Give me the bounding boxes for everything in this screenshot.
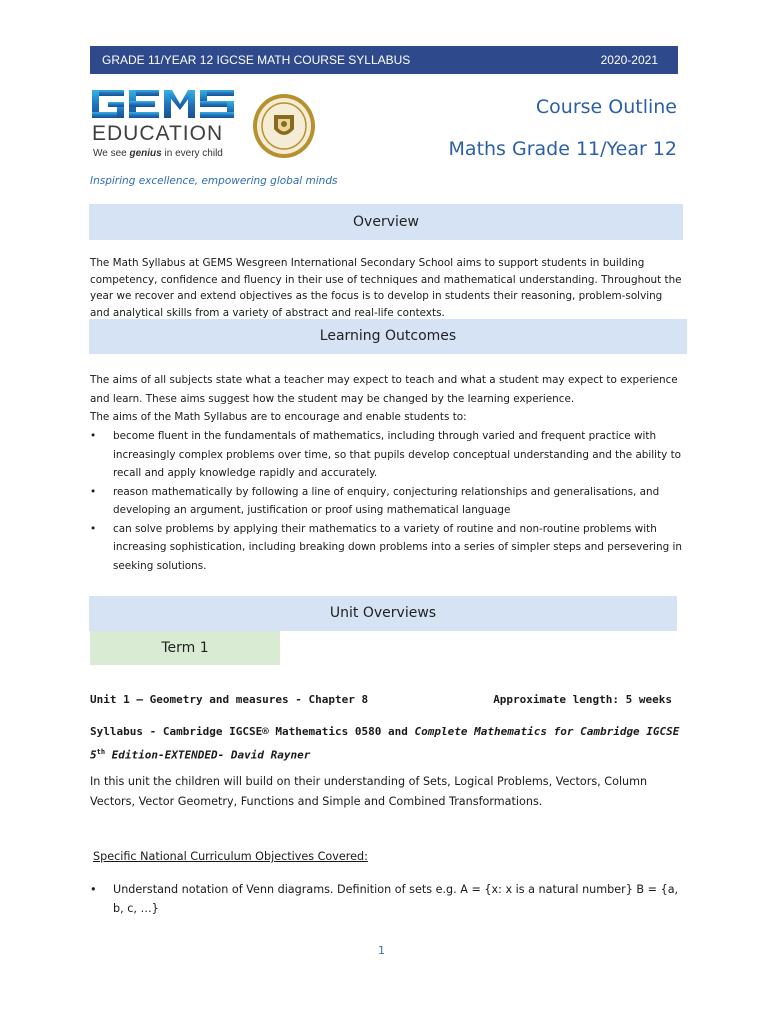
motto: Inspiring excellence, empowering global minds: [90, 175, 338, 187]
term-label: Term 1: [90, 631, 280, 665]
gems-logo: [92, 90, 237, 164]
list-item: • Understand notation of Venn diagrams. Definition of sets e.g. A = {x: x is a natural number} B = {a, b, c, …}: [90, 880, 690, 918]
objectives-heading: Specific National Curriculum Objectives Covered:: [93, 850, 368, 863]
logo-tagline: We see genius in every child: [93, 148, 223, 159]
learning-outcomes-heading: Learning Outcomes: [89, 319, 687, 354]
learning-outcomes-intro-2: The aims of the Math Syllabus are to encourage and enable students to:: [90, 411, 467, 423]
logo-education-text: EDUCATION: [92, 122, 224, 145]
bullet-icon: •: [90, 522, 97, 535]
list-item: • become fluent in the fundamentals of mathematics, including through varied and frequent practice with increasingly complex problems over time, so that pupils develop conceptual understanding and the ability to recall and apply knowledge rapidly and accurately.: [90, 427, 688, 483]
header-band: [90, 46, 678, 74]
unit-description: In this unit the children will build on their understanding of Sets, Logical Problems, Vectors, Column Vectors, Vector Geometry, Functions and Simple and Combined Transformations.: [90, 775, 648, 808]
maths-grade-title: Maths Grade 11/Year 12: [448, 138, 677, 160]
bullet-icon: •: [90, 883, 97, 896]
unit-syllabus: Syllabus - Cambridge IGCSE® Mathematics 0580 and Complete Mathematics for Cambridge IGCSE 5th Edition-EXTENDED- David Rayner: [90, 725, 680, 762]
learning-outcomes-list: [90, 427, 688, 575]
list-item: • can solve problems by applying their mathematics to a variety of routine and non-routine problems with increasing sophistication, including breaking down problems into a series of simpler steps and persevering in seeking solutions.: [90, 520, 688, 576]
school-crest-icon: [252, 93, 316, 159]
gems-wordmark: [92, 90, 234, 118]
overview-heading: Overview: [89, 204, 683, 240]
bullet-icon: •: [90, 485, 97, 498]
unit-overviews-heading: Unit Overviews: [89, 596, 677, 631]
bullet-icon: •: [90, 430, 97, 442]
objectives-list: [90, 880, 690, 918]
course-outline-title: Course Outline: [535, 96, 677, 118]
unit-length: Approximate length: 5 weeks: [493, 693, 672, 706]
header-title: GRADE 11/YEAR 12 IGCSE MATH COURSE SYLLABUS: [102, 53, 411, 67]
header-year: 2020-2021: [600, 53, 658, 67]
learning-outcomes-intro: [90, 371, 680, 427]
learning-outcomes-intro-1: The aims of all subjects state what a teacher may expect to teach and what a student may expect to experience and learn. These aims suggest how the student may be changed by the learning experience.: [90, 374, 678, 405]
unit-title: Unit 1 – Geometry and measures - Chapter 8: [90, 693, 369, 706]
overview-text: The Math Syllabus at GEMS Wesgreen International Secondary School aims to support students in building competency, confidence and fluency in their use of techniques and mathematical understanding. Throughout the year we recover and extend objectives as the focus is to develop in students their reasoning, problem-solving and analytical skills from a variety of abstract and real-life contexts.: [90, 257, 682, 319]
page-number: 1: [378, 944, 385, 957]
list-item: • reason mathematically by following a line of enquiry, conjecturing relationships and generalisations, and developing an argument, justification or proof using mathematical language: [90, 483, 688, 520]
